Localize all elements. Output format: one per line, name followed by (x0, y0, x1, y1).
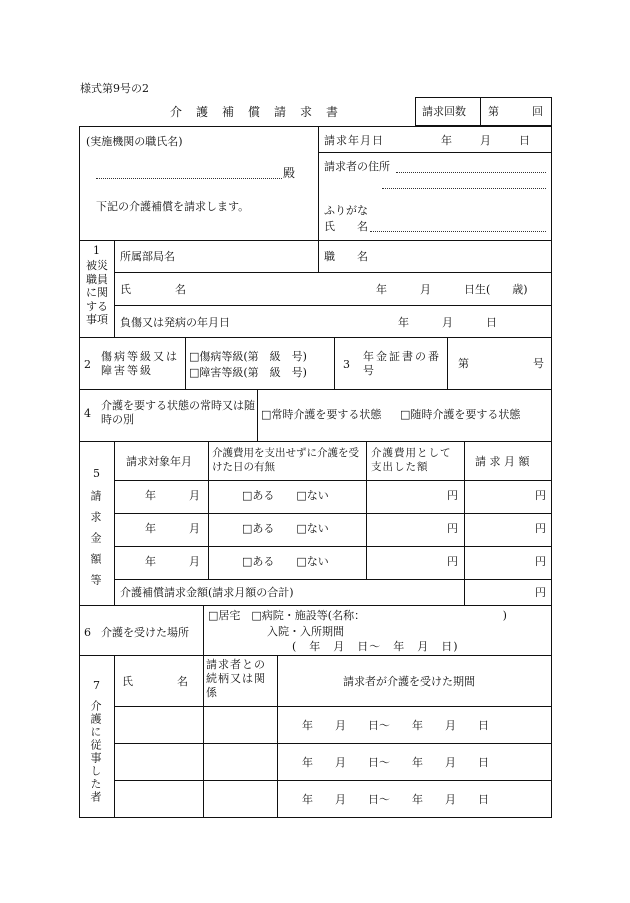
applicant-address-field-1[interactable] (396, 172, 546, 173)
sec5-number: 5 (93, 467, 100, 480)
victim-name-label: 氏 名 (120, 283, 186, 296)
applicant-name-label: 氏 名 (324, 220, 368, 233)
sec7-title: 介護に従事した者 (89, 700, 102, 804)
victim-birth-field[interactable]: 年 月 日生( 歳) (376, 283, 528, 296)
monthly-amount-field[interactable]: 円 (535, 522, 546, 535)
expense-amount-field[interactable]: 円 (447, 489, 458, 502)
sec2-label: 傷病等級又は障害等級 (101, 350, 179, 377)
request-statement: 下記の介護補償を請求します。 (96, 200, 250, 213)
applicant-name-field[interactable] (370, 231, 546, 232)
applicant-address-label: 請求者の住所 (324, 160, 390, 173)
header-no-expense-days: 介護費用を支出せずに介護を受けた日の有無 (212, 447, 359, 473)
sec2-number: 2 (84, 358, 91, 371)
care-place-options[interactable]: □居宅 □病院・施設等(名称： ) (208, 609, 507, 622)
caregiver-name-header: 氏 名 (122, 675, 188, 688)
admission-period-label: 入院・入所期間 (267, 625, 344, 638)
target-month-field[interactable]: 年 月 (145, 522, 200, 535)
request-date-label: 請求年月日 (324, 134, 384, 147)
monthly-amount-field[interactable]: 円 (535, 489, 546, 502)
request-count-label: 請求回数 (422, 105, 466, 118)
position-label: 職 名 (324, 250, 368, 263)
addressee-field[interactable] (96, 178, 282, 179)
sec6-label: 介護を受けた場所 (101, 626, 189, 639)
expense-amount-field[interactable]: 円 (447, 555, 458, 568)
sec1-number: 1 (93, 244, 100, 257)
header-monthly-amount: 請 求 月 額 (475, 455, 530, 468)
sec5-title: 請求金額等 (89, 490, 102, 595)
form-number: 様式第9号の2 (80, 82, 149, 95)
department-label: 所属部局名 (120, 250, 175, 263)
constant-care-option[interactable]: □常時介護を要する状態 (261, 408, 382, 421)
sec6-number: 6 (84, 626, 91, 639)
request-count-field[interactable]: 第 回 (488, 105, 543, 118)
total-amount-field[interactable]: 円 (535, 586, 546, 599)
honorific-label: 殿 (283, 166, 296, 180)
form-title: 介 護 補 償 請 求 書 (170, 105, 340, 119)
admission-period-field[interactable]: ( 年 月 日～ 年 月 日) (292, 640, 459, 653)
sec4-label: 介護を要する状態の常時又は随時の別 (101, 399, 255, 426)
target-month-field[interactable]: 年 月 (145, 555, 200, 568)
occasional-care-option[interactable]: □随時介護を要する状態 (400, 408, 521, 421)
care-period-field[interactable]: 年 月 日～ 年 月 日 (302, 719, 489, 732)
pension-number-field[interactable]: 第 号 (458, 357, 548, 370)
applicant-address-field-2[interactable] (382, 188, 546, 189)
header-expense-amount: 介護費用として支出した額 (371, 447, 452, 473)
caregiver-relation-header: 請求者との続柄又は関係 (206, 658, 266, 699)
furigana-label: ふりがな (324, 204, 368, 217)
expense-amount-field[interactable]: 円 (447, 522, 458, 535)
sec3-label: 年金証書の番号 (363, 350, 441, 377)
expense-presence-options[interactable]: □ある □ない (242, 489, 329, 502)
monthly-amount-field[interactable]: 円 (535, 555, 546, 568)
total-amount-label: 介護補償請求金額(請求月額の合計) (120, 586, 294, 599)
sec3-number: 3 (343, 358, 350, 371)
disability-grade-option[interactable]: □障害等級(第 級 号) (189, 366, 307, 379)
sec4-number: 4 (84, 407, 91, 420)
care-period-header: 請求者が介護を受けた期間 (343, 675, 475, 688)
expense-presence-options[interactable]: □ある □ない (242, 522, 329, 535)
care-period-field[interactable]: 年 月 日～ 年 月 日 (302, 756, 489, 769)
injury-date-field[interactable]: 年 月 日 (398, 316, 497, 329)
request-date-field[interactable]: 年 月 日 (441, 134, 532, 147)
expense-presence-options[interactable]: □ある □ない (242, 555, 329, 568)
injury-date-label: 負傷又は発病の年月日 (120, 316, 230, 329)
header-target-month: 請求対象年月 (126, 455, 192, 468)
sec1-title: 被災職員に関する事項 (86, 259, 108, 326)
sec7-number: 7 (93, 679, 100, 692)
target-month-field[interactable]: 年 月 (145, 489, 200, 502)
addressee-label: (実施機関の職氏名) (86, 135, 183, 148)
care-period-field[interactable]: 年 月 日～ 年 月 日 (302, 793, 489, 806)
injury-grade-option[interactable]: □傷病等級(第 級 号) (189, 350, 307, 363)
